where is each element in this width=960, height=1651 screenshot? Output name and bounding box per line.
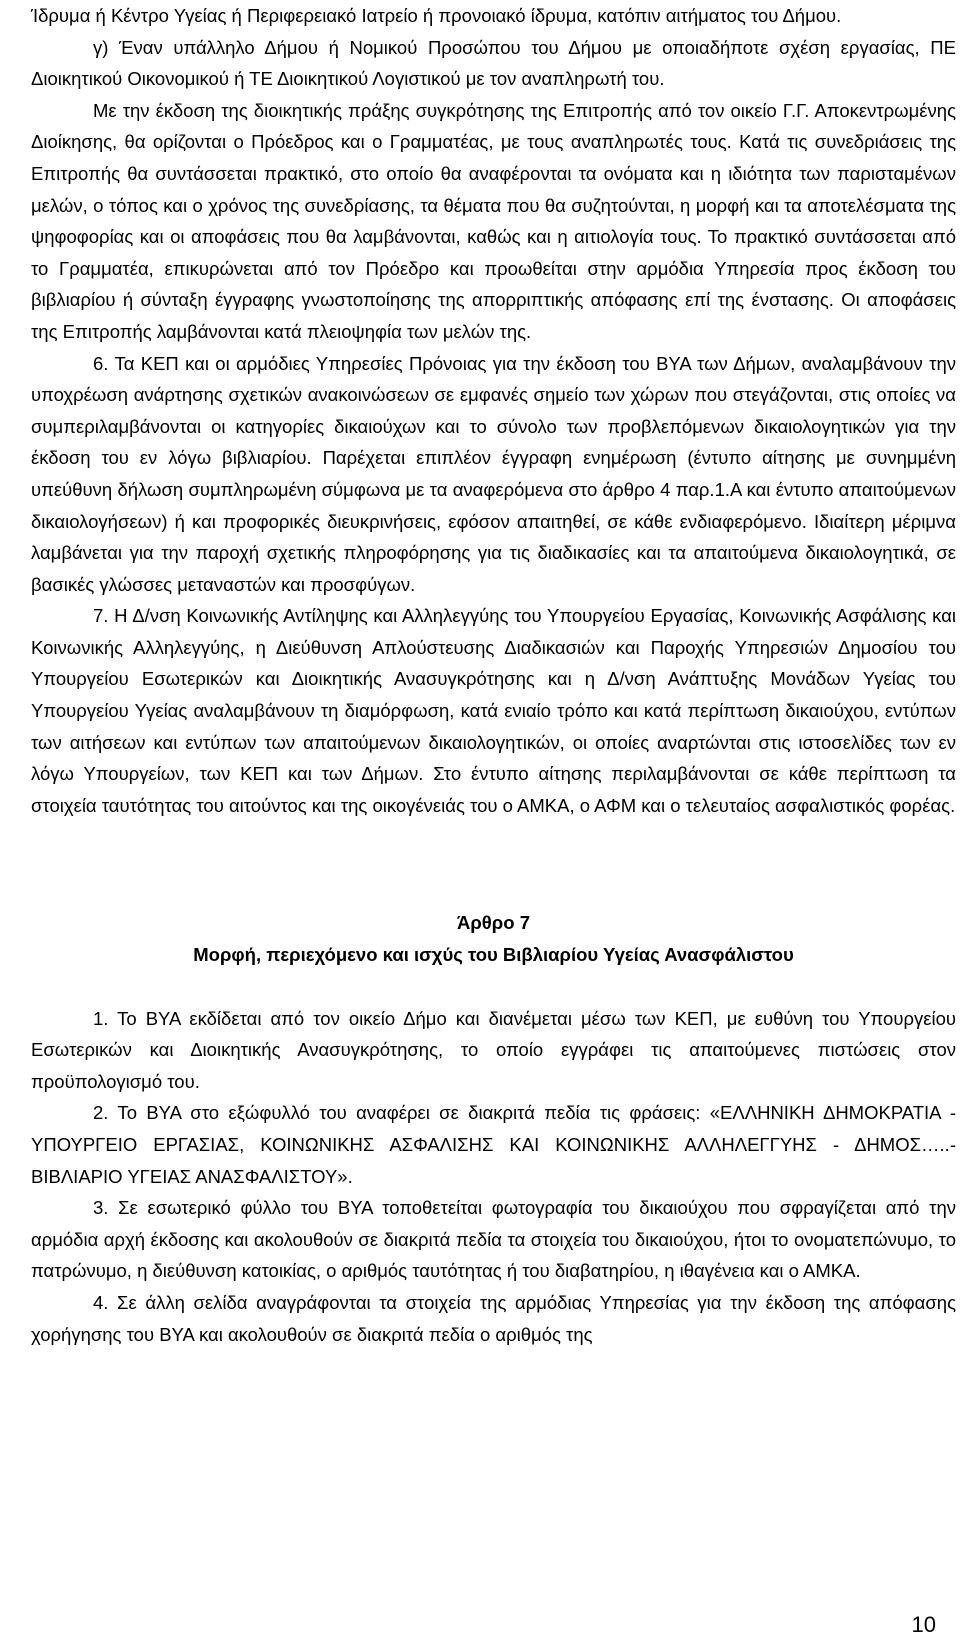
article-spacer: [31, 821, 956, 907]
page-number: 10: [911, 1612, 936, 1637]
paragraph-7: 7. Η Δ/νση Κοινωνικής Αντίληψης και Αλληλεγγύης του Υπουργείου Εργασίας, Κοινωνικής Ασφάλισης και Κοινωνικής Αλληλεγγύης, η Διεύθυνση Απλούστευσης Διαδικασιών και Παροχής Υπηρεσιών Δημοσίου του Υπουργείου Εσωτερικών και Διοικητικής Ανασυγκρότησης και η Δ/νση Ανάπτυξης Μονάδων Υγείας του Υπουργείου Υγείας αναλαμβάνουν τη διαμόρφωση, κατά ενιαίο τρόπο και κατά περίπτωση δικαιούχου, εντύπων των αιτήσεων και εντύπων των απαιτούμενων δικαιολογητικών, οι οποίες αναρτώνται στις ιστοσελίδες των εν λόγω Υπουργείων, των ΚΕΠ και των Δήμων. Στο έντυπο αίτησης περιλαμβάνονται σε κάθε περίπτωση τα στοιχεία ταυτότητας του αιτούντος και της οικογένειάς του ο ΑΜΚΑ, ο ΑΦΜ και ο τελευταίος ασφαλιστικός φορέας.: [31, 605, 956, 816]
paragraph-6: 6. Τα ΚΕΠ και οι αρμόδιες Υπηρεσίες Πρόνοιας για την έκδοση του ΒΥΑ των Δήμων, αναλαμβάνουν την υποχρέωση ανάρτησης σχετικών ανακοινώσεων σε εμφανές σημείο των χώρων που στεγάζονται, στις οποίες να συμπεριλαμβάνονται οι κατηγορίες δικαιούχων και το σύνολο των προβλεπόμενων δικαιολογητικών για την έκδοση του εν λόγω βιβλιαρίου. Παρέχεται επιπλέον έγγραφη ενημέρωση (έντυπο αίτησης με συνημμένη υπεύθυνη δήλωση συμπληρωμένη σύμφωνα με τα αναφερόμενα στο άρθρο 4 παρ.1.Α και έντυπο απαιτούμενων δικαιολογήσεων) ή και προφορικές διευκρινήσεις, εφόσον απαιτηθεί, σε κάθε ενδιαφερόμενο. Ιδιαίτερη μέριμνα λαμβάνεται για την παροχή σχετικής πληροφόρησης για τις διαδικασίες και τα απαιτούμενα δικαιολογητικά, σε βασικές γλώσσες μεταναστών και προσφύγων.: [31, 352, 956, 595]
article7-paragraph-2: 2. Το ΒΥΑ στο εξώφυλλό του αναφέρει σε διακριτά πεδία τις φράσεις: «ΕΛΛΗΝΙΚΗ ΔΗΜΟΚΡΑΤΙΑ - ΥΠΟΥΡΓΕΙΟ ΕΡΓΑΣΙΑΣ, ΚΟΙΝΩΝΙΚΗΣ ΑΣΦΑΛΙΣΗΣ ΚΑΙ ΚΟΙΝΩΝΙΚΗΣ ΑΛΛΗΛΕΓΓΥΗΣ - ΔΗΜΟΣ…..- ΒΙΒΛΙΑΡΙΟ ΥΓΕΙΑΣ ΑΝΑΣΦΑΛΙΣΤΟΥ».: [31, 1102, 956, 1187]
paragraph-continuation: Ίδρυμα ή Κέντρο Υγείας ή Περιφερειακό Ιατρείο ή προνοιακό ίδρυμα, κατόπιν αιτήματος του Δήμου.: [31, 5, 842, 26]
article-title-heading: Μορφή, περιεχόμενο και ισχύς του Βιβλιαρίου Υγείας Ανασφάλιστου: [193, 944, 794, 966]
article7-paragraph-1: 1. Το ΒΥΑ εκδίδεται από τον οικείο Δήμο και διανέμεται μέσω των ΚΕΠ, με ευθύνη του Υπουργείου Εσωτερικών και Διοικητικής Ανασυγκρότησης, το οποίο εγγράφει τις απαιτούμενες πιστώσεις στον προϋπολογισμό του.: [31, 1007, 956, 1092]
article-number-heading: Άρθρο 7: [457, 912, 530, 934]
paragraph-item-c: γ) Έναν υπάλληλο Δήμου ή Νομικού Προσώπου του Δήμου με οποιαδήποτε σχέση εργασίας, ΠΕ Διοικητικού Οικονομικού ή ΤΕ Διοικητικού Λογιστικού με τον αναπληρωτή του.: [31, 36, 956, 90]
paragraph-committee: Με την έκδοση της διοικητικής πράξης συγκρότησης της Επιτροπής από τον οικείο Γ.Γ. Αποκεντρωμένης Διοίκησης, θα ορίζονται ο Πρόεδρος και ο Γραμματέας, με τους αναπληρωτές τους. Κατά τις συνεδριάσεις της Επιτροπής θα συντάσσεται πρακτικό, στο οποίο θα αναφέρονται τα ονόματα και η ιδιότητα των παρισταμένων μελών, ο τόπος και ο χρόνος της συνεδρίασης, τα θέματα που θα συζητούνται, η μορφή και τα αποτελέσματα της ψηφοφορίας και οι αποφάσεις που θα λαμβάνονται, καθώς και η αιτιολογία τους. Το πρακτικό συντάσσεται από το Γραμματέα, επικυρώνεται από τον Πρόεδρο και προωθείται στην αρμόδια Υπηρεσία προς έκδοση του βιβλιαρίου ή σύνταξη έγγραφης γνωστοποίησης της απορριπτικής απόφασης επί της ένστασης. Οι αποφάσεις της Επιτροπής λαμβάνονται κατά πλειοψηφία των μελών της.: [31, 99, 956, 342]
article7-paragraph-4: 4. Σε άλλη σελίδα αναγράφονται τα στοιχεία της αρμόδιας Υπηρεσίας για την έκδοση της απόφασης χορήγησης του ΒΥΑ και ακολουθούν σε διακριτά πεδία ο αριθμός της: [31, 1291, 956, 1345]
article7-paragraph-3: 3. Σε εσωτερικό φύλλο του ΒΥΑ τοποθετείται φωτογραφία του δικαιούχου που σφραγίζεται από την αρμόδια αρχή έκδοσης και ακολουθούν σε διακριτά πεδία τα στοιχεία του δικαιούχου, ήτοι το ονοματεπώνυμο, το πατρώνυμο, η διεύθυνση κατοικίας, ο αριθμός ταυτότητας ή του διαβατηρίου, η ιθαγένεια και ο ΑΜΚΑ.: [31, 1197, 956, 1282]
heading-spacer: [31, 971, 956, 1003]
document-body: [31, 0, 956, 1350]
